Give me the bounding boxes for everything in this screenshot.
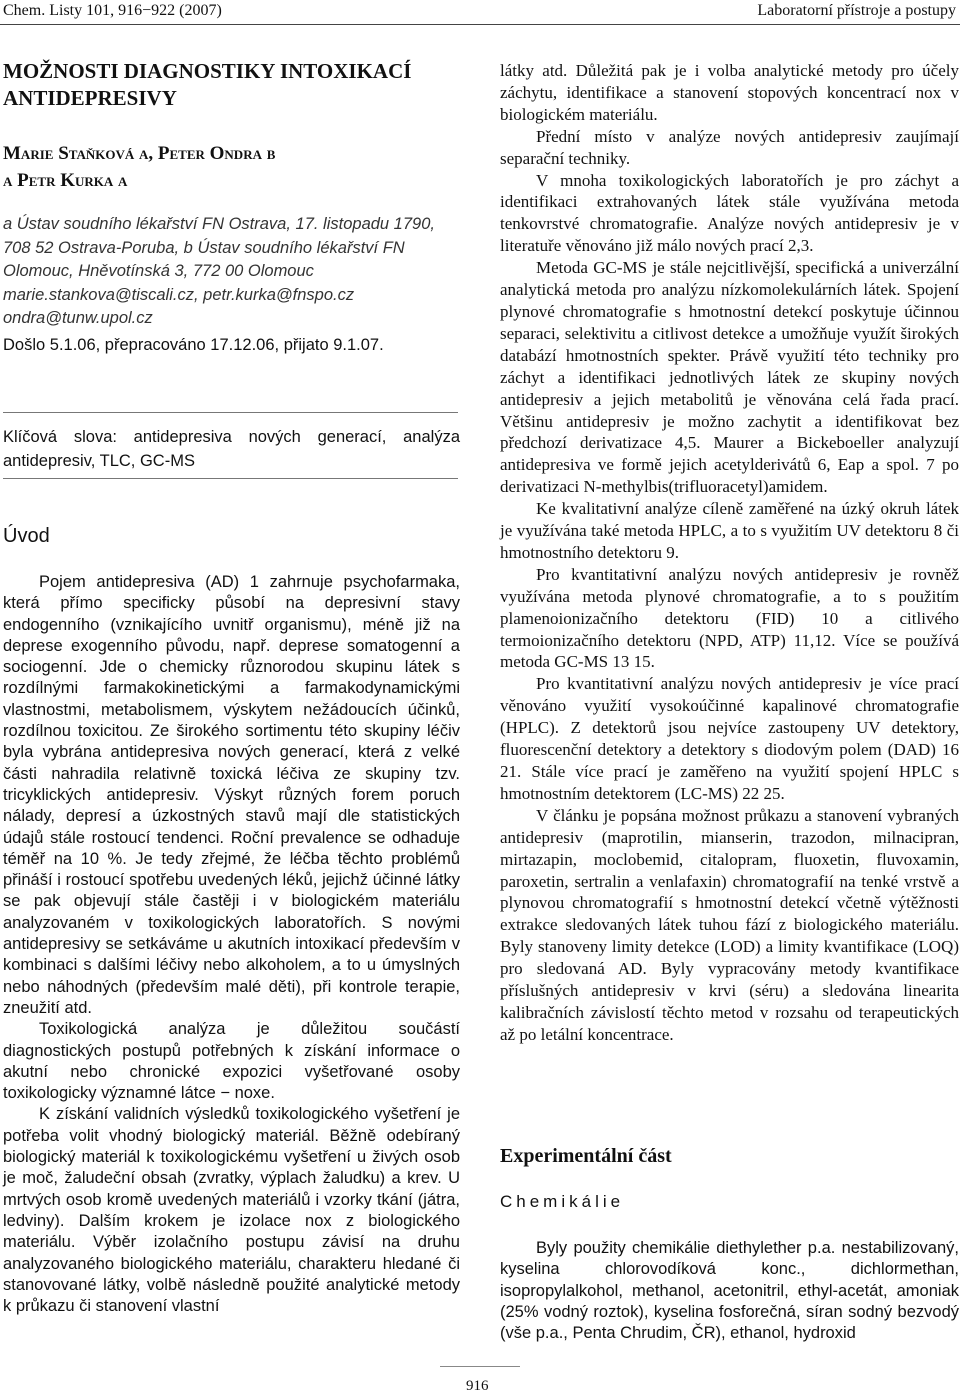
chemicals-body	[500, 1238, 959, 1344]
page-number: 916	[466, 1378, 489, 1394]
paragraph: Pro kvantitativní analýzu nových antidepresiv je více prací věnováno využití vysokoúčinné kapalinové chromatografie (HPLC). Z detektorů jsou nejvíce zastoupeny UV detektory, fluorescenční detektory a detektory s diodovým polem (DAD) 16 21. Stále více prací je zaměřeno na využití spojení HPLC s hmotnostním detektorem (LC-MS) 22 25.	[500, 674, 959, 803]
paragraph: Pro kvantitativní analýzu nových antidepresiv je rovněž využívána metoda plynové chromatografie, a to s použitím plamenoionizačního detektoru (FID) 10 a citlivého termoionizačního detektoru (NPD, ATP) 11,12. Více se používá metoda GC-MS 13 15.	[500, 564, 959, 672]
journal-citation: Chem. Listy 101, 916−922 (2007)	[3, 2, 222, 19]
paragraph: V mnoha toxikologických laboratořích je pro záchyt a identifikaci extrahovaných látek stále využívána metoda tenkovrstvé chromatografie. Analýze nových antidepresiv je v literatuře věnováno již málo nových prací 2,3.	[500, 170, 959, 256]
keywords: Klíčová slova: antidepresiva nových generací, analýza antidepresiv, TLC, GC-MS	[3, 428, 460, 470]
paragraph: K získání validních výsledků toxikologického vyšetření je potřeba volit vhodný biologický materiál. Běžně odebíraný biologický materiál k toxikologickému vyšetření u živých osob je moč, žaludeční obsah (zvratky, výplach žaludku) a krev. U mrtvých osob kromě uvedených materiálů i vzorky tkání (játra, ledviny). Dalším krokem je izolace nox z biologického materiálu. Výběr izolačního postupu závisí na druhu analyzovaného biologického materiálu, charakteru hledané či stanovované látky, volbě následně použité analytické metody k průkazu či stanovení vlastní	[3, 1105, 460, 1316]
received-dates: Došlo 5.1.06, přepracováno 17.12.06, přijato 9.1.07.	[3, 336, 384, 354]
section-heading-intro: Úvod	[3, 525, 50, 547]
paragraph: Byly použity chemikálie diethylether p.a. nestabilizovaný, kyselina chlorovodíková konc., dichlormethan, isopropylalkohol, methanol, acetonitril, ethyl-acetát, amoniak (25% vodný roztok), kyselina fosforečná, síran sodný bezvodý (vše p.a., Penta Chrudim, ČR), ethanol, hydroxid	[500, 1239, 959, 1343]
authors-line-1: Marie Staňková a, Peter Ondra b	[3, 143, 276, 164]
right-column-body	[500, 60, 959, 1046]
footer-rule	[440, 1366, 520, 1367]
section-heading-experimental: Experimentální část	[500, 1145, 672, 1167]
paragraph: Přední místo v analýze nových antidepresiv zaujímají separační techniky.	[500, 126, 959, 168]
paragraph: V článku je popsána možnost průkazu a stanovení vybraných antidepresiv (maprotilin, mianserin, trazodon, milnacipran, mirtazapin, moclobemid, citalopram, fluoxetin, fluvoxamin, paroxetin, sertralin a venlafaxin) chromatografií na tenké vrstvě a plynovou chromatografií s hmotnostní detekcí včetně výtěžnosti extrakce sledovaných látek tuhou fází z biologického materiálu. Byly stanoveny limity detekce (LOD) a limity kvantifikace (LOQ) pro sledovaná AD. Byly vypracovány metody kvantifikace příslušných antidepresiv v krvi (séru) a sledována linearita kalibračních závislostí těchto metod v rozsahu od terapeutických až po letální koncentrace.	[500, 805, 959, 1044]
header-rule	[0, 24, 960, 25]
section-label: Laboratorní přístroje a postupy	[757, 2, 956, 19]
paragraph: Ke kvalitativní analýze cíleně zaměřené na úzký okruh látek je využívána také metoda HPLC, a to s využitím UV detektoru 8 či hmotnostního detektoru 9.	[500, 499, 959, 562]
affiliation: a Ústav soudního lékařství FN Ostrava, 17. listopadu 1790, 708 52 Ostrava-Poruba, b Ústav soudního lékařství FN Olomouc, Hněvotínská 3, 772 00 Olomouc marie.stankova@tiscali.cz, petr.kurka@fnspo.cz ondra@tunw.upol.cz	[3, 215, 435, 328]
keywords-top-rule	[3, 412, 458, 413]
left-column-body	[3, 572, 460, 1317]
authors-line-2: a Petr Kurka a	[3, 170, 128, 191]
paragraph: látky atd. Důležitá pak je i volba analytické metody pro účely záchytu, identifikace a stanovení stopových koncentrací nox v biologickém materiálu.	[500, 61, 959, 124]
paragraph: Pojem antidepresiva (AD) 1 zahrnuje psychofarmaka, která přímo specificky působí na depresivní stavy endogenního (vznikajícího uvnitř organismu), méně již na deprese exogenního původu, např. deprese somatogenní a sociogenní. Jde o chemicky různorodou skupinu látek s rozdílnými farmakokinetickými a farmakodynamickými vlastnostmi, metabolismem, výskytem nežádoucích účinků, rozdílnou toxicitou. Ze širokého sortimentu této skupiny léčiv byla vybrána antidepresiva nových generací, která z velké části nahradila relativně toxická léčiva ze skupiny tzv. tricyklických antidepresiv. Výskyt různých forem poruch nálady, depresí a úzkostných stavů mají dle statistických údajů stále rostoucí tendenci. Roční prevalence se odhaduje téměř na 10 %. Je tedy zřejmé, že léčba těchto problémů přináší i rostoucí spotřebu uvedených léků, jejichž účinné látky se pak objevují stále častěji i v biologickém materiálu analyzovaném v toxikologických laboratořích. S novými antidepresivy se setkáváme u akutních intoxikací především v kombinaci s dalšími léčivy nebo alkoholem, a to u úmyslných nebo náhodných (především malé děti), při kontrole terapie, zneužití atd.	[3, 573, 460, 1017]
paragraph: Metoda GC-MS je stále nejcitlivější, specifická a univerzální analytická metoda pro analýzu nízkomolekulárních látek. Spojení plynové chromatografie s hmotnostní detekcí poskytuje účinnou separaci, selektivitu a citlivost detekce a umožňuje využít širokých databází hmotnostních spekter. Právě využití této techniky pro záchyt a identifikaci jednotlivých látek ze skupiny nových antidepresiv a jejich metabolitů je věnována celá řada prací. Většinu antidepresiv je možno zachytit a identifikovat bez předchozí derivatizace 4,5. Maurer a Bickeboeller analyzují antidepresiva ve formě jejich acetylderivátů 6, Eap a spol. 7 po derivatizaci N-methylbis(trifluoracetyl)amidem.	[500, 258, 959, 497]
subsection-heading-chemicals: Chemikálie	[500, 1192, 625, 1211]
running-header	[0, 0, 960, 24]
paragraph: Toxikologická analýza je důležitou součástí diagnostických postupů potřebných k získání informace o akutní nebo chronické expozici vyšetřované osoby toxikologicky významné látce − noxe.	[3, 1020, 460, 1103]
author-list	[3, 140, 460, 194]
keywords-bottom-rule	[3, 478, 458, 479]
article-title: MOŽNOSTI DIAGNOSTIKY INTOXIKACÍ ANTIDEPRESIVY	[3, 59, 412, 110]
